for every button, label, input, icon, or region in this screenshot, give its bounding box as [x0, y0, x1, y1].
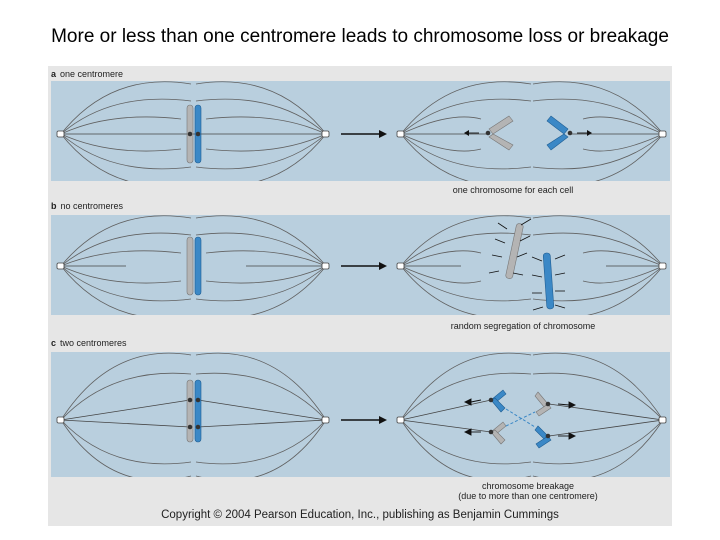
panel-c-caption [443, 481, 613, 501]
figure [48, 66, 672, 526]
panel-b-caption: random segregation of chromosome [450, 321, 596, 331]
panel-a-label: a one centromere [51, 69, 124, 79]
panel-a-caption: one chromosome for each cell [452, 185, 574, 195]
panel-c-caption-line2: (due to more than one centromere) [458, 491, 598, 501]
panel-b-label: b no centromeres [51, 201, 124, 211]
panel-b-diagram [51, 215, 670, 315]
copyright-notice: Copyright © 2004 Pearson Education, Inc., publishing as Benjamin Cummings [161, 509, 559, 521]
panel-c-caption-line1: chromosome breakage [481, 481, 575, 491]
panel-a-diagram [51, 81, 670, 181]
page-title: More or less than one centromere leads to chromosome loss or breakage [51, 26, 669, 47]
panel-c-label: c two centromeres [51, 338, 127, 348]
panel-c-diagram [51, 352, 670, 477]
